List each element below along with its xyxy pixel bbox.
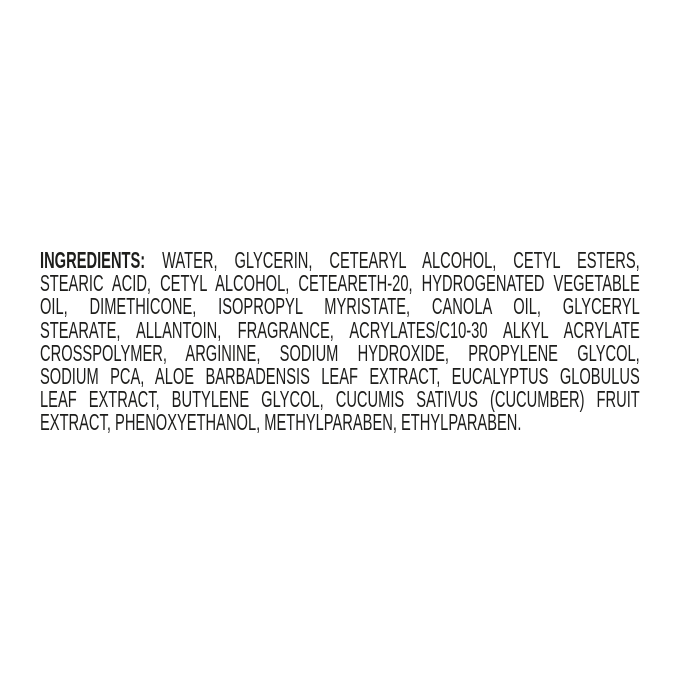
ingredients-line: SODIUM PCA, ALOE BARBADENSIS LEAF EXTRACT, EUCALYPTUS GLOBULUS: [40, 363, 640, 390]
ingredients-line: [40, 249, 640, 272]
ingredients-line: STEARATE, ALLANTOIN, FRAGRANCE, ACRYLATES/C10-30 ALKYL ACRYLATE: [40, 316, 640, 343]
ingredients-line: EXTRACT, PHENOXYETHANOL, METHYLPARABEN, ETHYLPARABEN.: [40, 409, 522, 436]
ingredients-paragraph: [40, 249, 640, 435]
ingredients-line: LEAF EXTRACT, BUTYLENE GLYCOL, CUCUMIS SATIVUS (CUCUMBER) FRUIT: [40, 386, 640, 413]
ingredients-heading: INGREDIENTS:: [40, 247, 146, 273]
ingredients-line: OIL, DIMETHICONE, ISOPROPYL MYRISTATE, CANOLA OIL, GLYCERYL: [40, 293, 640, 320]
ingredients-line: CROSSPOLYMER, ARGININE, SODIUM HYDROXIDE, PROPYLENE GLYCOL,: [40, 339, 640, 366]
ingredients-line: STEARIC ACID, CETYL ALCOHOL, CETEARETH-20, HYDROGENATED VEGETABLE: [40, 270, 640, 297]
ingredients-line-text: WATER, GLYCERIN, CETEARYL ALCOHOL, CETYL ESTERS,: [162, 247, 640, 273]
